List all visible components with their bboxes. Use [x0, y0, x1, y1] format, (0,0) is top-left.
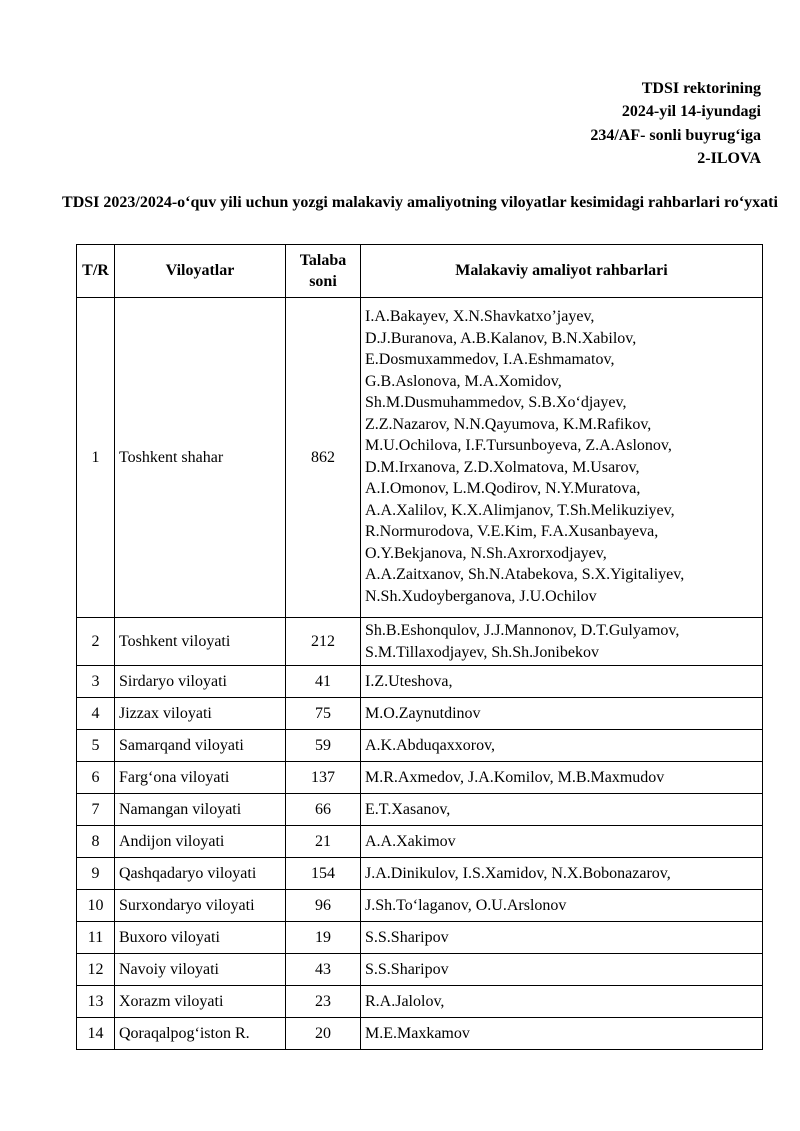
- column-header-leaders: Malakaviy amaliyot rahbarlari: [361, 245, 763, 298]
- leaders-cell: M.O.Zaynutdinov: [361, 698, 763, 730]
- region-cell: Namangan viloyati: [115, 794, 286, 826]
- table-row: [77, 666, 763, 698]
- table-row: [77, 986, 763, 1018]
- student-count-cell: 23: [286, 986, 361, 1018]
- student-count-cell: 19: [286, 922, 361, 954]
- leaders-cell: S.S.Sharipov: [361, 954, 763, 986]
- leaders-cell: M.E.Maxkamov: [361, 1018, 763, 1050]
- header-line-order-number: 234/AF- sonli buyrug‘iga: [590, 126, 761, 144]
- table-row: [77, 698, 763, 730]
- region-cell: Buxoro viloyati: [115, 922, 286, 954]
- document-title: TDSI 2023/2024-o‘quv yili uchun yozgi malakaviy amaliyotning viloyatlar kesimidagi rahbarlari ro‘yxati: [62, 194, 778, 211]
- row-number-cell: 4: [77, 698, 115, 730]
- student-count-cell: 96: [286, 890, 361, 922]
- region-cell: Sirdaryo viloyati: [115, 666, 286, 698]
- region-cell: Andijon viloyati: [115, 826, 286, 858]
- leaders-cell: Sh.B.Eshonqulov, J.J.Mannonov, D.T.Gulyamov, S.M.Tillaxodjayev, Sh.Sh.Jonibekov: [361, 618, 763, 666]
- leaders-cell: I.Z.Uteshova,: [361, 666, 763, 698]
- table-row: [77, 922, 763, 954]
- order-reference-header: [590, 77, 761, 170]
- table-row: [77, 298, 763, 618]
- leaders-cell: J.A.Dinikulov, I.S.Xamidov, N.X.Bobonazarov,: [361, 858, 763, 890]
- region-cell: Qashqadaryo viloyati: [115, 858, 286, 890]
- region-cell: Farg‘ona viloyati: [115, 762, 286, 794]
- row-number-cell: 9: [77, 858, 115, 890]
- table-row: [77, 794, 763, 826]
- row-number-cell: 2: [77, 618, 115, 666]
- student-count-cell: 21: [286, 826, 361, 858]
- region-cell: Navoiy viloyati: [115, 954, 286, 986]
- student-count-cell: 59: [286, 730, 361, 762]
- region-cell: Qoraqalpog‘iston R.: [115, 1018, 286, 1050]
- row-number-cell: 10: [77, 890, 115, 922]
- row-number-cell: 11: [77, 922, 115, 954]
- row-number-cell: 3: [77, 666, 115, 698]
- leaders-cell: I.A.Bakayev, X.N.Shavkatxo’jayev, D.J.Buranova, A.B.Kalanov, B.N.Xabilov, E.Dosmuxammedov, I.A.Eshmamatov, G.B.Aslonova, M.A.Xomidov, Sh.M.Dusmuhammedov, S.B.Xo‘djayev, Z.Z.Nazarov, N.N.Qayumova, K.M.Rafikov, M.U.Ochilova, I.F.Tursunboyeva, Z.A.Aslonov, D.M.Irxanova, Z.D.Xolmatova, M.Usarov, A.I.Omonov, L.M.Qodirov, N.Y.Muratova, A.A.Xalilov, K.X.Alimjanov, T.Sh.Melikuziyev, R.Normurodova, V.E.Kim, F.A.Xusanbayeva, O.Y.Bekjanova, N.Sh.Axrorxodjayev, A.A.Zaitxanov, Sh.N.Atabekova, S.X.Yigitaliyev, N.Sh.Xudoyberganova, J.U.Ochilov: [361, 298, 763, 618]
- table-row: [77, 730, 763, 762]
- column-header-region: Viloyatlar: [115, 245, 286, 298]
- header-line-rector: TDSI rektorining: [641, 80, 761, 97]
- row-number-cell: 5: [77, 730, 115, 762]
- student-count-cell: 41: [286, 666, 361, 698]
- leaders-cell: R.A.Jalolov,: [361, 986, 763, 1018]
- region-cell: Surxondaryo viloyati: [115, 890, 286, 922]
- table-row: [77, 762, 763, 794]
- leaders-cell: M.R.Axmedov, J.A.Komilov, M.B.Maxmudov: [361, 762, 763, 794]
- table-row: [77, 1018, 763, 1050]
- student-count-cell: 137: [286, 762, 361, 794]
- leaders-cell: S.S.Sharipov: [361, 922, 763, 954]
- row-number-cell: 8: [77, 826, 115, 858]
- student-count-cell: 154: [286, 858, 361, 890]
- row-number-cell: 6: [77, 762, 115, 794]
- student-count-cell: 862: [286, 298, 361, 618]
- row-number-cell: 12: [77, 954, 115, 986]
- header-line-date: 2024-yil 14-iyundagi: [621, 103, 761, 121]
- region-cell: Samarqand viloyati: [115, 730, 286, 762]
- table-row: [77, 890, 763, 922]
- table-row: [77, 858, 763, 890]
- table-row: [77, 826, 763, 858]
- student-count-cell: 66: [286, 794, 361, 826]
- student-count-cell: 43: [286, 954, 361, 986]
- row-number-cell: 13: [77, 986, 115, 1018]
- header-line-appendix: 2-ILOVA: [697, 149, 761, 167]
- region-cell: Toshkent shahar: [115, 298, 286, 618]
- table-header-row: [77, 245, 763, 298]
- leaders-cell: A.K.Abduqaxxorov,: [361, 730, 763, 762]
- table-body: [77, 298, 763, 1050]
- region-cell: Xorazm viloyati: [115, 986, 286, 1018]
- leaders-table: [76, 244, 763, 1050]
- student-count-cell: 212: [286, 618, 361, 666]
- leaders-cell: E.T.Xasanov,: [361, 794, 763, 826]
- region-cell: Jizzax viloyati: [115, 698, 286, 730]
- row-number-cell: 7: [77, 794, 115, 826]
- column-header-count: Talaba soni: [286, 245, 361, 298]
- student-count-cell: 75: [286, 698, 361, 730]
- column-header-tr: T/R: [77, 245, 115, 298]
- leaders-cell: J.Sh.To‘laganov, O.U.Arslonov: [361, 890, 763, 922]
- row-number-cell: 14: [77, 1018, 115, 1050]
- row-number-cell: 1: [77, 298, 115, 618]
- leaders-cell: A.A.Xakimov: [361, 826, 763, 858]
- table-row: [77, 618, 763, 666]
- student-count-cell: 20: [286, 1018, 361, 1050]
- region-cell: Toshkent viloyati: [115, 618, 286, 666]
- table-row: [77, 954, 763, 986]
